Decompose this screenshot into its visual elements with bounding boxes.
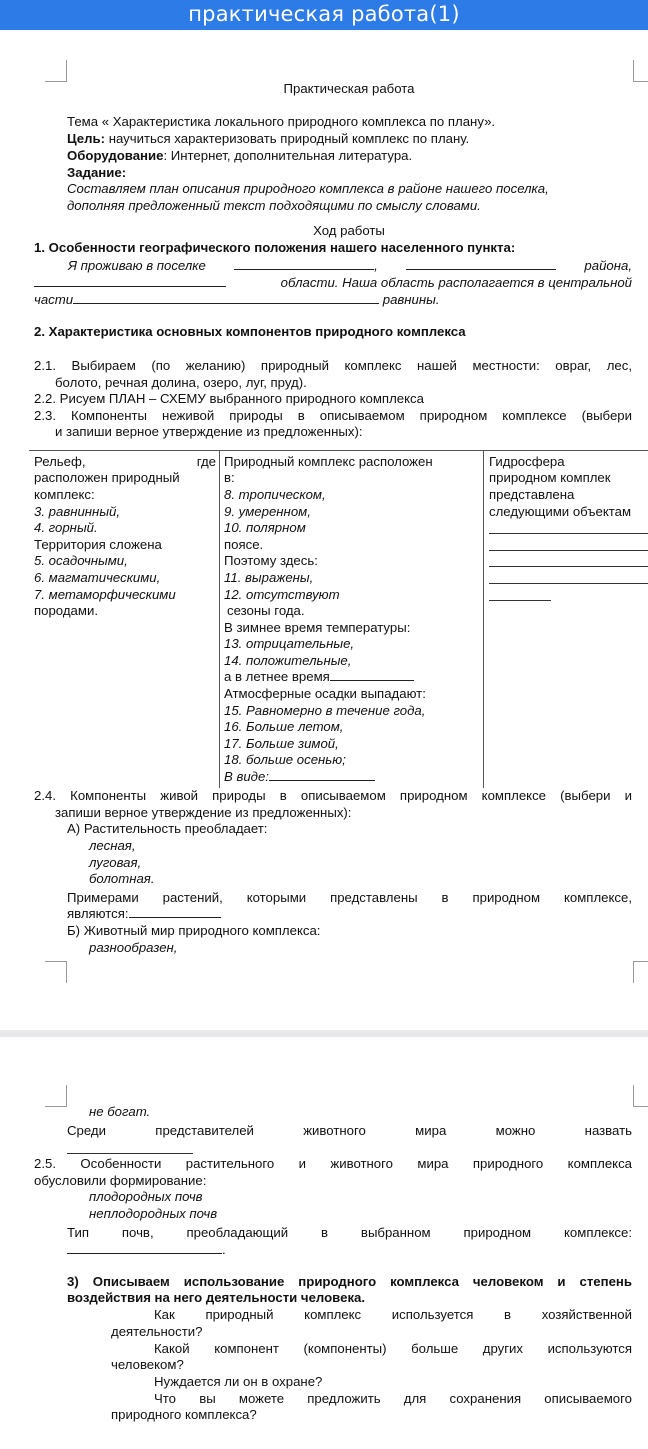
table-divider-2	[483, 451, 484, 788]
theme-text: Тема « Характеристика локального природного комплекса по плану».	[67, 114, 496, 129]
s24-a-option-1[interactable]: лесная,	[89, 838, 136, 853]
s22-line: 2.2. Рисуем ПЛАН – СХЕМУ выбранного природного комплекса	[34, 391, 424, 406]
climate-line-2: в:	[224, 470, 235, 485]
document-title-bar	[0, 0, 648, 30]
option-13[interactable]: 13. отрицательные,	[224, 636, 355, 651]
s25-option-a[interactable]: плодородных почв	[89, 1189, 203, 1204]
section-3-line-1: 3) Описываем использование природного комплекса человеком и степень	[67, 1274, 632, 1289]
document-title: практическая работа(1)	[188, 2, 460, 26]
margin-corner-top-right	[633, 60, 648, 82]
question-4-line-1: Что вы можете предложить для сохранения описываемого	[154, 1391, 632, 1406]
relief-line-2: расположен природный	[34, 470, 180, 485]
s1-line-2	[34, 275, 632, 292]
examples-text: являются:	[67, 906, 129, 921]
animals-blank[interactable]	[67, 1153, 193, 1154]
village-blank[interactable]	[234, 258, 374, 270]
option-18[interactable]: 18. больше осенью;	[224, 752, 346, 767]
soil-type-answer	[67, 1242, 226, 1259]
s1-comma: ,	[374, 258, 378, 273]
task-label: Задание:	[67, 165, 127, 180]
s25-option-b[interactable]: неплодородных почв	[89, 1206, 218, 1221]
relief-where: где	[196, 454, 216, 469]
territory-line: Территория сложена	[34, 537, 162, 552]
soil-type-end: .	[222, 1242, 226, 1257]
margin-corner-top-left-2	[45, 1085, 67, 1107]
goal-text: научиться характеризовать природный комплекс по плану.	[108, 131, 470, 146]
option-8[interactable]: 8. тропическом,	[224, 487, 326, 502]
s1-line1-text: Я проживаю в поселке	[68, 258, 206, 273]
s24-line-1: 2.4. Компоненты живой природы в описываемом природном комплексе (выбери и	[34, 788, 632, 803]
s24-b-option-1[interactable]: разнообразен,	[89, 940, 178, 955]
s24-examples-line-2	[67, 906, 221, 923]
question-2-line-1: Какой компонент (компоненты) больше других используются	[154, 1341, 632, 1356]
s24-b-option-2[interactable]: не богат.	[89, 1104, 151, 1119]
hydro-line-3: представлена	[489, 487, 575, 502]
s24-line-2: запиши верное утверждение из предложенных):	[55, 805, 352, 820]
rocks-line: породами.	[34, 603, 98, 618]
option-3[interactable]: 3. равнинный,	[34, 504, 121, 519]
document-page-2[interactable]	[0, 1037, 648, 1449]
s23-line-1: 2.3. Компоненты неживой природы в описываемом природном комплексе (выбери	[34, 408, 632, 423]
therefore-line: Поэтому здесь:	[224, 553, 318, 568]
plain-blank[interactable]	[73, 292, 379, 304]
hydro-blank-1[interactable]	[489, 533, 648, 534]
relief-word: Рельеф,	[34, 454, 86, 469]
goal-label: Цель:	[67, 131, 106, 146]
option-5[interactable]: 5. осадочными,	[34, 553, 128, 568]
doc-title: Практическая работа	[283, 81, 415, 96]
region-blank[interactable]	[34, 275, 226, 287]
s23-line-2: и запиши верное утверждение из предложенных):	[55, 424, 363, 439]
soil-type-blank[interactable]	[67, 1242, 222, 1254]
hydro-line-2: природном комплек	[489, 470, 611, 485]
district-blank[interactable]	[406, 258, 556, 270]
margin-corner-bottom-left	[45, 961, 67, 983]
equipment-text: : Интернет, дополнительная литература.	[163, 148, 413, 163]
s25-line-1: 2.5. Особенности растительного и животного мира природного комплекса	[34, 1156, 632, 1171]
s24-a: А) Растительность преобладает:	[67, 821, 268, 836]
hydro-blank-4[interactable]	[489, 583, 648, 584]
form-blank[interactable]	[269, 769, 375, 781]
s1-line2-text: области. Наша область располагается в центральной	[280, 275, 632, 290]
option-15[interactable]: 15. Равномерно в течение года,	[224, 703, 426, 718]
margin-corner-top-right-2	[633, 1085, 648, 1107]
document-page-1[interactable]	[0, 30, 648, 1030]
table-divider-1	[219, 451, 220, 788]
hydro-blank-5[interactable]	[489, 600, 551, 601]
task-line-2: дополняя предложенный текст подходящими по смыслу словами.	[67, 198, 481, 213]
hydro-blank-2[interactable]	[489, 550, 648, 551]
s24-examples-line-1: Примерами растений, которыми представлены в природном комплексе,	[67, 890, 632, 905]
s24-b: Б) Животный мир природного комплекса:	[67, 923, 321, 938]
theme-line	[67, 114, 495, 131]
form-line	[224, 769, 375, 786]
hydro-blank-3[interactable]	[489, 566, 648, 567]
section-2-heading: 2. Характеристика основных компонентов природного комплекса	[34, 324, 466, 339]
option-12[interactable]: 12. отсутствуют	[224, 587, 340, 602]
s24-a-option-2[interactable]: луговая,	[89, 855, 142, 870]
plants-blank[interactable]	[129, 906, 221, 918]
s24-a-option-3[interactable]: болотная.	[89, 871, 155, 886]
task-line-1: Составляем план описания природного комплекса в районе нашего поселка,	[67, 181, 549, 196]
summer-text: а в летнее время	[224, 669, 330, 684]
summer-line	[224, 669, 414, 686]
s25-line-2: обусловили формирование:	[34, 1173, 207, 1188]
goal-line	[67, 131, 469, 148]
question-4-line-2: природного комплекса?	[111, 1407, 257, 1422]
margin-corner-top-left	[45, 60, 67, 82]
margin-corner-bottom-right	[633, 961, 648, 983]
equipment-line	[67, 148, 412, 165]
option-17[interactable]: 17. Больше зимой,	[224, 736, 339, 751]
soil-type-line: Тип почв, преобладающий в выбранном природном комплексе:	[67, 1225, 632, 1240]
question-1-line-2: деятельности?	[111, 1324, 203, 1339]
s1-line-3	[34, 292, 440, 309]
s1-line-1	[34, 258, 632, 275]
question-1-line-1: Как природный комплекс используется в хозяйственной	[154, 1307, 632, 1322]
option-14[interactable]: 14. положительные,	[224, 653, 352, 668]
s21-line-2: болото, речная долина, озеро, луг, пруд).	[55, 375, 307, 390]
hydro-line-4: следующими объектам	[489, 504, 632, 519]
section-3-line-2: воздействия на него деятельности человека.	[67, 1290, 366, 1305]
option-11[interactable]: 11. выражены,	[224, 570, 314, 585]
winter-temp-line: В зимнее время температуры:	[224, 620, 411, 635]
equipment-label: Оборудование	[67, 148, 164, 163]
form-text: В виде:	[224, 769, 269, 784]
course-heading: Ход работы	[313, 223, 385, 238]
option-16[interactable]: 16. Больше летом,	[224, 719, 344, 734]
s21-line-1: 2.1. Выбираем (по желанию) природный комплекс нашей местности: овраг, лес,	[34, 358, 632, 373]
belt-line: поясе.	[224, 537, 264, 552]
question-2-line-2: человеком?	[111, 1357, 184, 1372]
option-9[interactable]: 9. умеренном,	[224, 504, 311, 519]
s1-part-word: части	[34, 292, 74, 307]
option-7[interactable]: 7. метаморфическими	[34, 587, 176, 602]
climate-line-1: Природный комплекс расположен	[224, 454, 433, 469]
s1-district-word: района,	[584, 258, 632, 273]
seasons-line: сезоны года.	[227, 603, 305, 618]
inanimate-components-table	[29, 450, 648, 788]
hydro-line-1: Гидросфера	[489, 454, 565, 469]
summer-blank[interactable]	[330, 669, 414, 681]
precipitation-line: Атмосферные осадки выпадают:	[224, 686, 426, 701]
animals-line: Среди представителей животного мира можно назвать	[67, 1123, 632, 1138]
relief-line-3: комплекс:	[34, 487, 95, 502]
s1-plain-word: равнины.	[382, 292, 440, 307]
section-1-heading: 1. Особенности географического положения нашего населенного пункта:	[34, 240, 516, 255]
option-6[interactable]: 6. магматическими,	[34, 570, 161, 585]
question-3: Нуждается ли он в охране?	[154, 1374, 323, 1389]
relief-header-line	[34, 454, 216, 471]
option-10[interactable]: 10. полярном	[224, 520, 306, 535]
option-4[interactable]: 4. горный.	[34, 520, 98, 535]
